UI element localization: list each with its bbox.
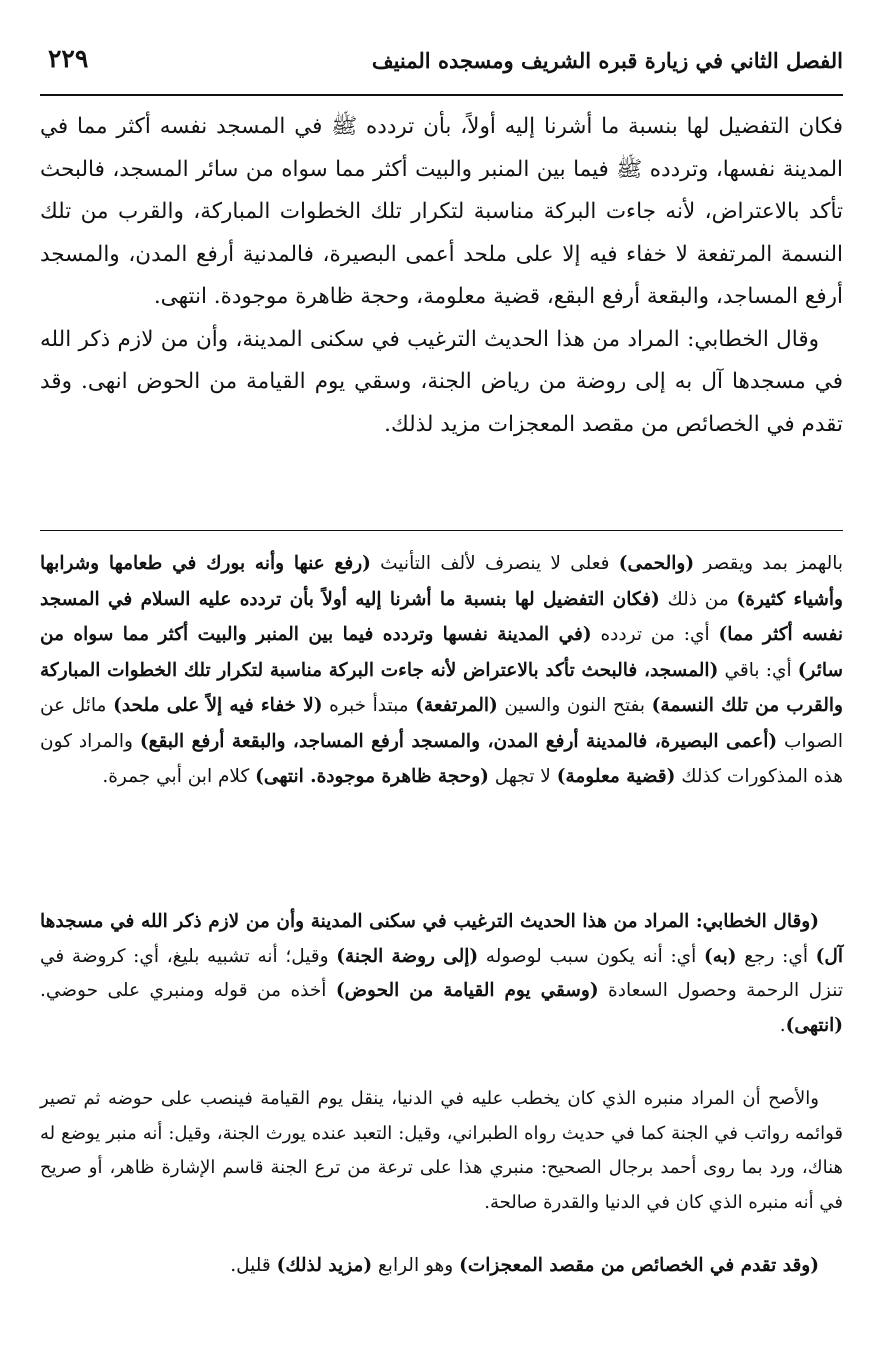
commentary-text: أي: رجع <box>736 945 816 967</box>
commentary-text: مبتدأ خبره <box>322 695 416 716</box>
commentary-text: بفتح النون والسين <box>497 695 652 716</box>
footnote-separator <box>40 530 843 531</box>
quoted-text: (مزيد لذلك) <box>276 1255 373 1276</box>
main-paragraph: وقال الخطابي: المراد من هذا الحديث الترغيب في سكنى المدينة، وأن من لازم ذكر الله في مسجدها آل به إلى روضة من رياض الجنة، وسقي يوم القيامة من الحوض انهى. وقد تقدم في الخصائص من مقصد المعجزات مزيد لذلك. <box>40 326 843 437</box>
quoted-text: (إلى روضة الجنة) <box>336 945 479 967</box>
commentary-text: فعلى لا ينصرف لألف التأنيث <box>370 553 619 574</box>
quoted-text: (المرتفعة) <box>415 695 498 716</box>
commentary-text: أي: أنه يكون سبب لوصوله <box>478 945 704 967</box>
page-number: ٢٢٩ <box>48 44 89 73</box>
quoted-text: (وسقي يوم القيامة من الحوض) <box>335 980 599 1001</box>
commentary-text: والأصح أن المراد منبره الذي كان يخطب عليه في الدنيا، ينقل يوم القيامة فينصب على حوضه ثم تصير قوائمه رواتب في الجنة كما في حديث رواه الطبراني، وقيل: التعبد عنده يورث الجنة، وقيل: أنه منبر يوضع له هناك، ورد بما روى أحمد برجال الصحيح: منبري هذا على ترعة من ترع الجنة قاسم الإشارة ظاهر، أو صريح في أنه منبره الذي كان في الدنيا والقدرة صالحة. <box>40 1088 843 1213</box>
commentary-text: مائل عن الصواب <box>40 695 843 752</box>
quoted-text: (فكان التفضيل لها بنسبة ما أشرنا إليه أولاً بأن تردده عليه السلام في المسجد نفسه أكثر مما) <box>40 588 843 645</box>
commentary-paragraph <box>40 1249 843 1283</box>
commentary-text: لا تجهل <box>488 766 557 787</box>
page-header <box>40 40 843 82</box>
quoted-text: (المسجد، فالبحث تأكد بالاعتراض لأنه جاءت البركة مناسبة لتكرار تلك الخطوات المباركة والقرب من تلك النسمة) <box>40 659 843 716</box>
commentary-text: أي: من تردده <box>591 624 719 645</box>
quoted-text: (والحمى) <box>618 553 695 574</box>
commentary-text: وهو الرابع <box>372 1255 460 1276</box>
commentary-text: من ذلك <box>659 588 737 610</box>
commentary-text: كلام ابن أبي جمرة. <box>102 766 256 787</box>
quoted-text: (وقد تقدم في الخصائص من مقصد المعجزات) <box>459 1255 819 1276</box>
commentary-paragraph <box>40 1082 843 1220</box>
header-rule <box>40 94 843 96</box>
commentary-text: أخذه من قوله ومنبري على حوضي. <box>40 980 336 1001</box>
commentary-text: والمراد كون هذه المذكورات كذلك <box>40 730 843 787</box>
commentary-text: وقيل؛ أنه تشبيه بليغ، أي: كروضة في تنزل الرحمة وحصول السعادة <box>40 945 843 1001</box>
quoted-text: (أعمى البصيرة، فالمدينة أرفع المدن، والمسجد أرفع المساجد، والبقعة أرفع البقع) <box>139 730 778 752</box>
running-title: الفصل الثاني في زيارة قبره الشريف ومسجده المنيف <box>371 48 843 73</box>
quoted-text: (وحجة ظاهرة موجودة. انتهى) <box>255 766 489 787</box>
quoted-text: (به) <box>703 945 737 967</box>
quoted-text: (وقال الخطابي: المراد من هذا الحديث الترغيب في سكنى المدينة وأن من لازم ذكر الله في مسجدها آل) <box>40 911 843 967</box>
commentary-text: أي: باقي <box>718 659 798 681</box>
commentary-paragraph <box>40 905 843 1043</box>
main-paragraph: فكان التفضيل لها بنسبة ما أشرنا إليه أولاً، بأن تردده ﷺ في المسجد نفسه أكثر مما في المدينة نفسها، وتردده ﷺ فيما بين المنبر والبيت أكثر مما سواه من سائر المسجد، فالبحث تأكد بالاعتراض، لأنه جاءت البركة مناسبة لتكرار تلك الخطوات المباركة، والقرب من تلك النسمة المرتفعة لا خفاء فيه إلا على ملحد أعمى البصيرة، فالمدنية أرفع المدن، والمسجد أرفع المساجد، والبقعة أرفع البقع، قضية معلومة، وحجة ظاهرة موجودة. انتهى. <box>40 114 843 309</box>
quoted-text: (قضية معلومة) <box>556 766 676 787</box>
quoted-text: (انتهى) <box>785 1014 843 1036</box>
commentary-text: . <box>779 1014 786 1036</box>
quoted-text: (لا خفاء فيه إلاً على ملحد) <box>113 695 323 716</box>
quoted-text: (رفع عنها وأنه بورك في طعامها وشرابها وأشياء كثيرة) <box>40 553 843 610</box>
commentary-text: بالهمز بمد ويقصر <box>694 553 843 574</box>
commentary-text: قليل. <box>230 1255 277 1276</box>
main-text <box>40 106 843 446</box>
commentary-paragraph <box>40 546 843 795</box>
quoted-text: (في المدينة نفسها وتردده فيما بين المنبر والبيت أكثر مما سواه من سائر) <box>40 624 844 681</box>
